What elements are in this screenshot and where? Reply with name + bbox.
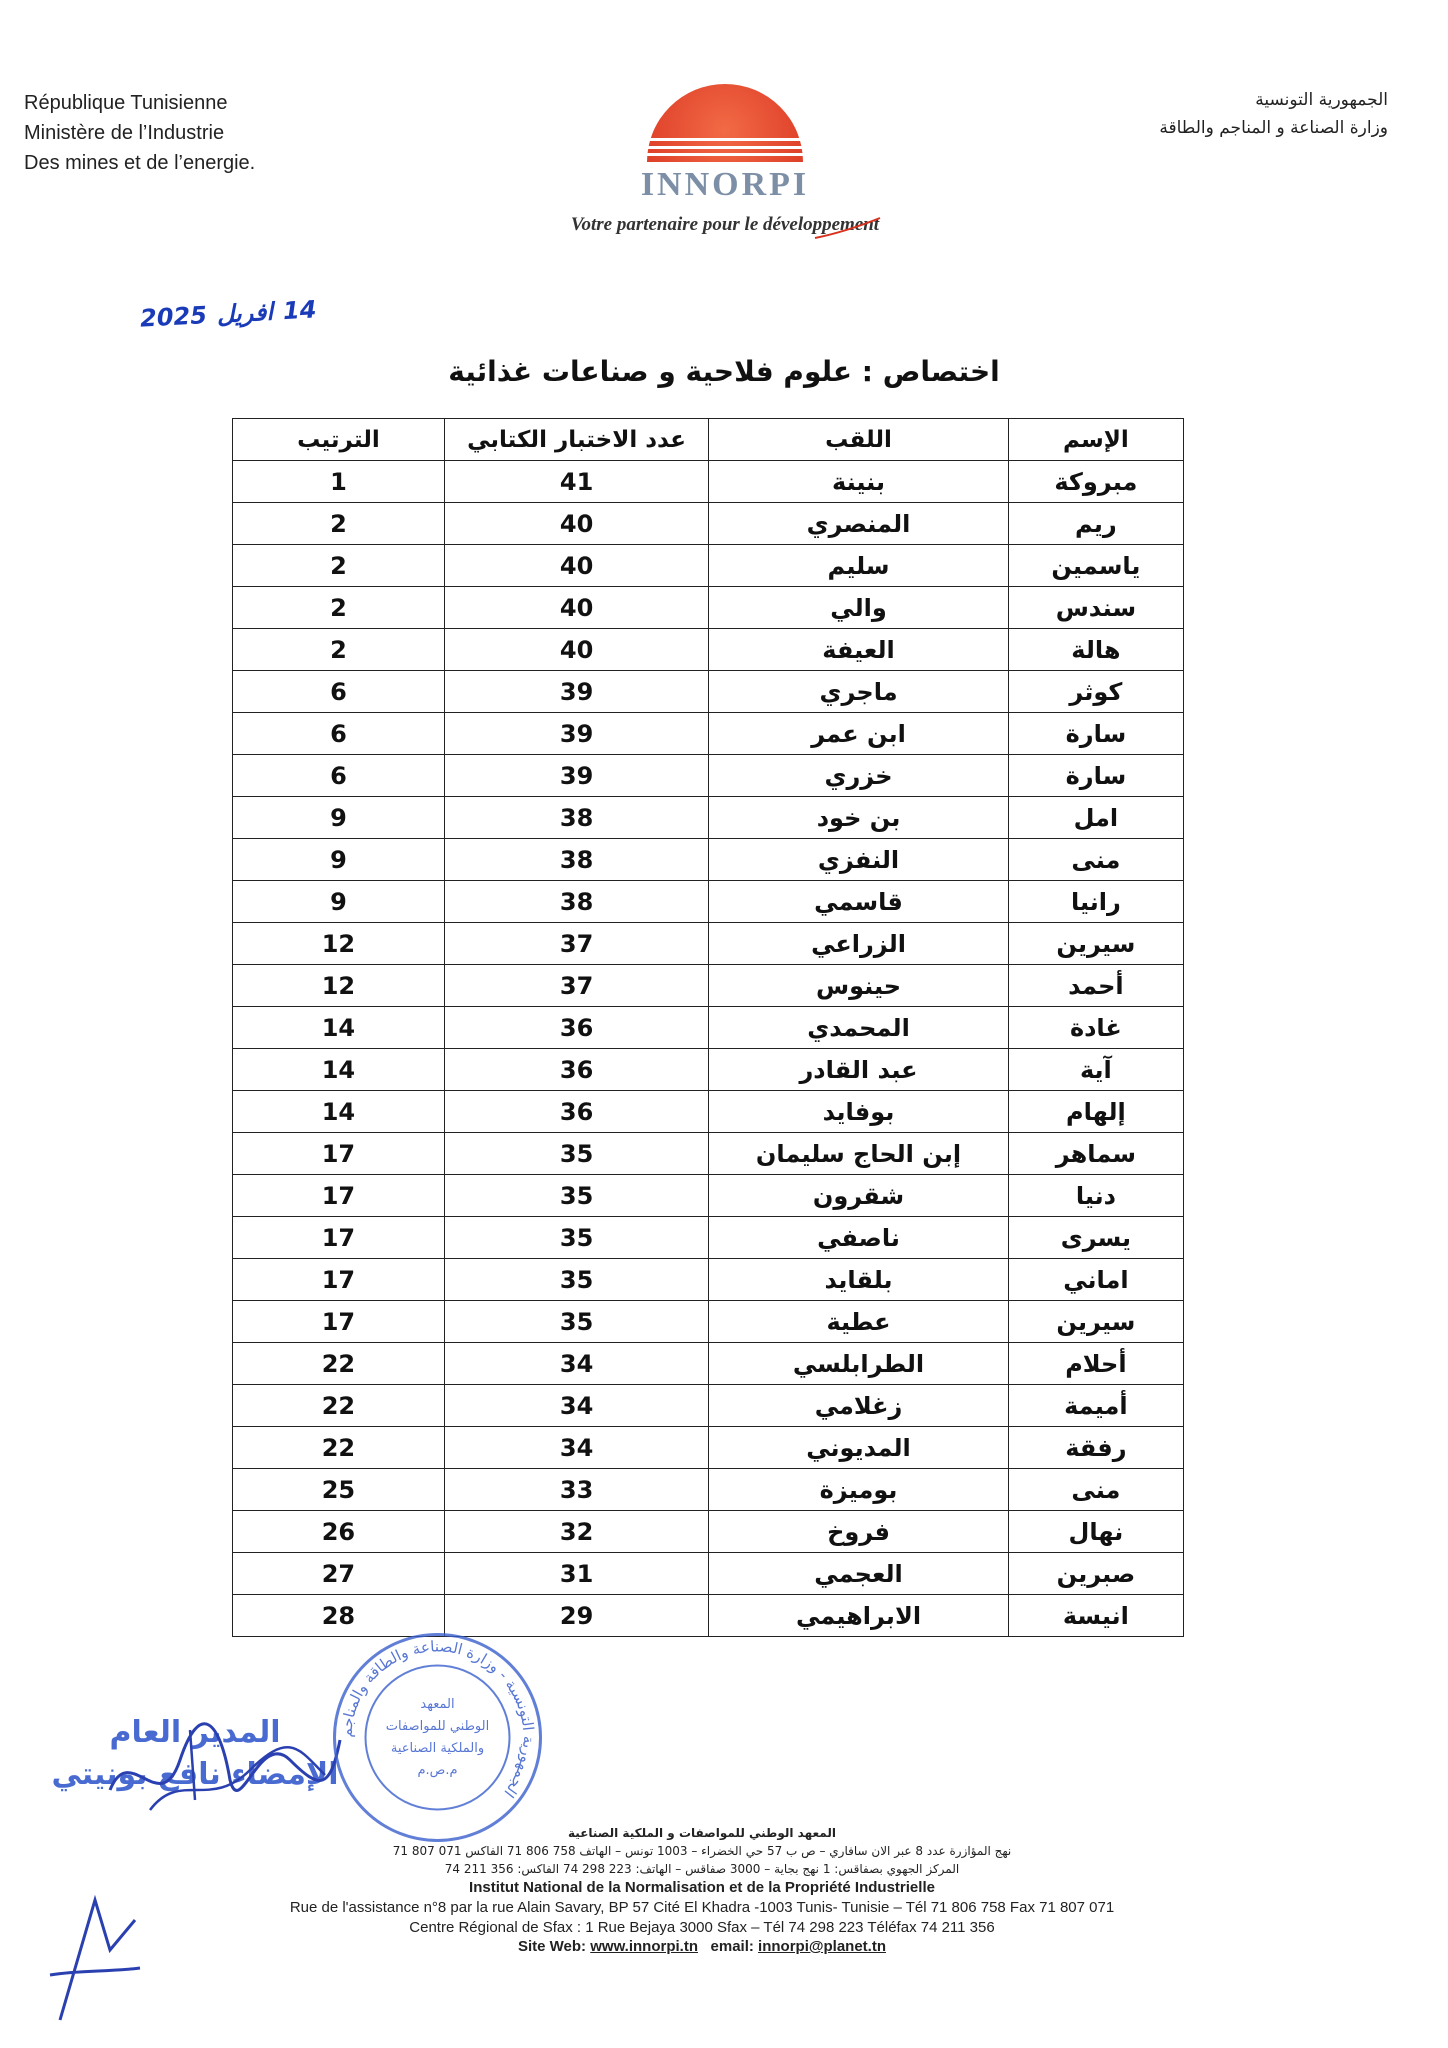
cell-rank: 9 <box>233 797 445 839</box>
table-row <box>233 1175 1184 1217</box>
cell-first-name: غادة <box>1008 1007 1183 1049</box>
cell-last-name: ماجري <box>709 671 1009 713</box>
cell-written-score: 31 <box>444 1553 708 1595</box>
cell-first-name: أحلام <box>1008 1343 1183 1385</box>
cell-rank: 22 <box>233 1343 445 1385</box>
header-fr-line: Des mines et de l’energie. <box>24 152 256 174</box>
cell-rank: 2 <box>233 587 445 629</box>
cell-first-name: أحمد <box>1008 965 1183 1007</box>
footer-ar-address: نهج المؤازرة عدد 8 عبر الان سافاري – ص ب 57 حي الخضراء – 1003 تونس – الهاتف 758 806 71 الفاكس 071 807 71 <box>392 1844 1012 1858</box>
table-row <box>233 587 1184 629</box>
table-row <box>233 503 1184 545</box>
cell-rank: 22 <box>233 1385 445 1427</box>
table-row <box>233 923 1184 965</box>
cell-last-name: إبن الحاج سليمان <box>709 1133 1009 1175</box>
table-row <box>233 545 1184 587</box>
cell-written-score: 40 <box>444 503 708 545</box>
cell-last-name: بنينة <box>709 461 1009 503</box>
cell-first-name: إلهام <box>1008 1091 1183 1133</box>
cell-first-name: يسرى <box>1008 1217 1183 1259</box>
cell-last-name: ناصفي <box>709 1217 1009 1259</box>
cell-last-name: المديوني <box>709 1427 1009 1469</box>
cell-first-name: منى <box>1008 839 1183 881</box>
paraph-scribble <box>40 1880 150 2030</box>
email-link[interactable]: innorpi@planet.tn <box>758 1938 886 1955</box>
results-table <box>232 418 1184 1637</box>
cell-rank: 26 <box>233 1511 445 1553</box>
footer-ar-title: المعهد الوطني للمواصفات و الملكية الصناعية <box>568 1826 836 1840</box>
header-ministry-fr <box>24 88 255 178</box>
cell-written-score: 40 <box>444 587 708 629</box>
cell-last-name: الزراعي <box>709 923 1009 965</box>
header-ar-line: وزارة الصناعة و المناجم والطاقة <box>1159 118 1388 138</box>
cell-first-name: آية <box>1008 1049 1183 1091</box>
cell-written-score: 41 <box>444 461 708 503</box>
signature-line: المدير العام <box>109 1715 281 1750</box>
cell-rank: 2 <box>233 629 445 671</box>
cell-rank: 1 <box>233 461 445 503</box>
footer-web <box>232 1938 1172 1955</box>
cell-first-name: هالة <box>1008 629 1183 671</box>
cell-written-score: 39 <box>444 755 708 797</box>
date-day: 14 <box>282 295 318 326</box>
date-month: افريل <box>216 297 274 329</box>
cell-rank: 6 <box>233 755 445 797</box>
cell-last-name: قاسمي <box>709 881 1009 923</box>
cell-written-score: 40 <box>444 545 708 587</box>
cell-first-name: ياسمين <box>1008 545 1183 587</box>
cell-rank: 25 <box>233 1469 445 1511</box>
footer-fr-address: Rue de l'assistance n°8 par la rue Alain Savary, BP 57 Cité El Khadra -1003 Tunis- Tunisie – Tél 71 806 758 Fax 71 807 071 <box>289 1899 1115 1916</box>
table-row <box>233 1049 1184 1091</box>
website-link[interactable]: www.innorpi.tn <box>590 1938 698 1955</box>
table-row <box>233 713 1184 755</box>
cell-rank: 17 <box>233 1175 445 1217</box>
email-label: email: <box>710 1938 754 1955</box>
table-row <box>233 1469 1184 1511</box>
cell-last-name: النفزي <box>709 839 1009 881</box>
cell-written-score: 37 <box>444 965 708 1007</box>
cell-first-name: رانيا <box>1008 881 1183 923</box>
cell-rank: 2 <box>233 503 445 545</box>
table-row <box>233 671 1184 713</box>
stamp-line: والملكية الصناعية <box>390 1741 485 1756</box>
cell-first-name: ريم <box>1008 503 1183 545</box>
cell-first-name: دنيا <box>1008 1175 1183 1217</box>
header-last-name: اللقب <box>709 419 1009 461</box>
stamp-line: م.ص.م <box>417 1763 458 1778</box>
cell-written-score: 34 <box>444 1343 708 1385</box>
cell-rank: 14 <box>233 1007 445 1049</box>
cell-rank: 9 <box>233 881 445 923</box>
cell-rank: 6 <box>233 713 445 755</box>
table-row <box>233 881 1184 923</box>
logo-wordmark: INNORPI <box>640 166 810 203</box>
cell-last-name: عطية <box>709 1301 1009 1343</box>
date-year: 2025 <box>139 301 208 333</box>
cell-last-name: بن خود <box>709 797 1009 839</box>
cell-first-name: سارة <box>1008 713 1183 755</box>
cell-written-score: 39 <box>444 713 708 755</box>
cell-first-name: انيسة <box>1008 1595 1183 1637</box>
cell-rank: 6 <box>233 671 445 713</box>
cell-written-score: 33 <box>444 1469 708 1511</box>
cell-written-score: 35 <box>444 1301 708 1343</box>
cell-last-name: المنصري <box>709 503 1009 545</box>
cell-written-score: 36 <box>444 1091 708 1133</box>
table-row <box>233 1091 1184 1133</box>
table-row <box>233 1343 1184 1385</box>
table-row <box>233 797 1184 839</box>
cell-last-name: حينوس <box>709 965 1009 1007</box>
cell-rank: 9 <box>233 839 445 881</box>
cell-written-score: 34 <box>444 1385 708 1427</box>
cell-last-name: الابراهيمي <box>709 1595 1009 1637</box>
header-fr-line: Ministère de l’Industrie <box>24 122 225 144</box>
cell-last-name: بوميزة <box>709 1469 1009 1511</box>
cell-rank: 17 <box>233 1217 445 1259</box>
table-row <box>233 965 1184 1007</box>
table-row <box>233 1259 1184 1301</box>
cell-last-name: والي <box>709 587 1009 629</box>
cell-rank: 12 <box>233 965 445 1007</box>
cell-first-name: سارة <box>1008 755 1183 797</box>
cell-written-score: 35 <box>444 1175 708 1217</box>
cell-first-name: اماني <box>1008 1259 1183 1301</box>
table-row <box>233 1217 1184 1259</box>
header-rank: الترتيب <box>233 419 445 461</box>
signature-scribble <box>90 1700 350 1840</box>
cell-last-name: زغلامي <box>709 1385 1009 1427</box>
cell-last-name: شقرون <box>709 1175 1009 1217</box>
cell-first-name: مبروكة <box>1008 461 1183 503</box>
cell-rank: 17 <box>233 1301 445 1343</box>
cell-first-name: منى <box>1008 1469 1183 1511</box>
cell-written-score: 29 <box>444 1595 708 1637</box>
table-row <box>233 755 1184 797</box>
cell-rank: 17 <box>233 1133 445 1175</box>
cell-first-name: رفقة <box>1008 1427 1183 1469</box>
table-body <box>233 461 1184 1637</box>
cell-last-name: خزري <box>709 755 1009 797</box>
header-fr-line: République Tunisienne <box>24 92 228 114</box>
cell-written-score: 38 <box>444 797 708 839</box>
header-written-score: عدد الاختبار الكتابي <box>444 419 708 461</box>
cell-rank: 14 <box>233 1091 445 1133</box>
cell-last-name: بوفايد <box>709 1091 1009 1133</box>
cell-written-score: 40 <box>444 629 708 671</box>
cell-first-name: سيرين <box>1008 923 1183 965</box>
cell-written-score: 35 <box>444 1133 708 1175</box>
cell-first-name: سيرين <box>1008 1301 1183 1343</box>
signature-line: الإمضاء نافع بونيتي <box>51 1757 339 1792</box>
table-row <box>233 1385 1184 1427</box>
header-first-name: الإسم <box>1008 419 1183 461</box>
cell-last-name: ابن عمر <box>709 713 1009 755</box>
cell-rank: 14 <box>233 1049 445 1091</box>
stamp-ring-text: الجمهورية التونسية - وزارة الصناعة والطاقة والمناجم <box>337 1637 538 1802</box>
table-row <box>233 1007 1184 1049</box>
cell-rank: 27 <box>233 1553 445 1595</box>
table-row <box>233 1553 1184 1595</box>
cell-written-score: 34 <box>444 1427 708 1469</box>
table-header-row <box>233 419 1184 461</box>
handwritten-date <box>139 295 317 332</box>
cell-written-score: 35 <box>444 1217 708 1259</box>
cell-written-score: 36 <box>444 1049 708 1091</box>
official-stamp <box>330 1630 545 1845</box>
cell-written-score: 35 <box>444 1259 708 1301</box>
cell-written-score: 38 <box>444 881 708 923</box>
cell-rank: 28 <box>233 1595 445 1637</box>
cell-first-name: أميمة <box>1008 1385 1183 1427</box>
table-row <box>233 1301 1184 1343</box>
cell-rank: 17 <box>233 1259 445 1301</box>
table-row <box>233 461 1184 503</box>
cell-rank: 12 <box>233 923 445 965</box>
header-ministry-ar <box>1159 86 1388 142</box>
page-title: اختصاص : علوم فلاحية و صناعات غذائية <box>448 355 1000 388</box>
cell-written-score: 37 <box>444 923 708 965</box>
footer <box>232 1824 1172 1955</box>
cell-first-name: سندس <box>1008 587 1183 629</box>
cell-last-name: فروخ <box>709 1511 1009 1553</box>
stamp-line: الوطني للمواصفات <box>385 1719 490 1734</box>
header-ar-line: الجمهورية التونسية <box>1255 90 1388 110</box>
table-row <box>233 1133 1184 1175</box>
table-row <box>233 1511 1184 1553</box>
cell-rank: 2 <box>233 545 445 587</box>
table-row <box>233 629 1184 671</box>
web-label: Site Web: <box>517 1938 587 1955</box>
cell-written-score: 36 <box>444 1007 708 1049</box>
logo-tagline: Votre partenaire pour le développement <box>570 214 880 235</box>
cell-last-name: بلقايد <box>709 1259 1009 1301</box>
cell-last-name: المحمدي <box>709 1007 1009 1049</box>
cell-last-name: العجمي <box>709 1553 1009 1595</box>
cell-first-name: كوثر <box>1008 671 1183 713</box>
cell-written-score: 38 <box>444 839 708 881</box>
cell-first-name: صبرين <box>1008 1553 1183 1595</box>
table-row <box>233 839 1184 881</box>
innorpi-logo <box>535 80 915 250</box>
cell-written-score: 39 <box>444 671 708 713</box>
cell-written-score: 32 <box>444 1511 708 1553</box>
cell-first-name: امل <box>1008 797 1183 839</box>
stamp-line: المعهد <box>420 1697 455 1712</box>
cell-first-name: سماهر <box>1008 1133 1183 1175</box>
cell-last-name: سليم <box>709 545 1009 587</box>
footer-fr-regional: Centre Régional de Sfax : 1 Rue Bejaya 3000 Sfax – Tél 74 298 223 Téléfax 74 211 356 <box>409 1919 995 1936</box>
footer-fr-title: Institut National de la Normalisation et de la Propriété Industrielle <box>469 1879 935 1896</box>
table-row <box>233 1427 1184 1469</box>
cell-last-name: العيفة <box>709 629 1009 671</box>
cell-rank: 22 <box>233 1427 445 1469</box>
cell-last-name: الطرابلسي <box>709 1343 1009 1385</box>
cell-last-name: عبد القادر <box>709 1049 1009 1091</box>
footer-ar-regional: المركز الجهوي بصفاقس: 1 نهج بجاية – 3000 صفاقس – الهاتف: 223 298 74 الفاكس: 356 211 74 <box>444 1862 960 1876</box>
cell-first-name: نهال <box>1008 1511 1183 1553</box>
